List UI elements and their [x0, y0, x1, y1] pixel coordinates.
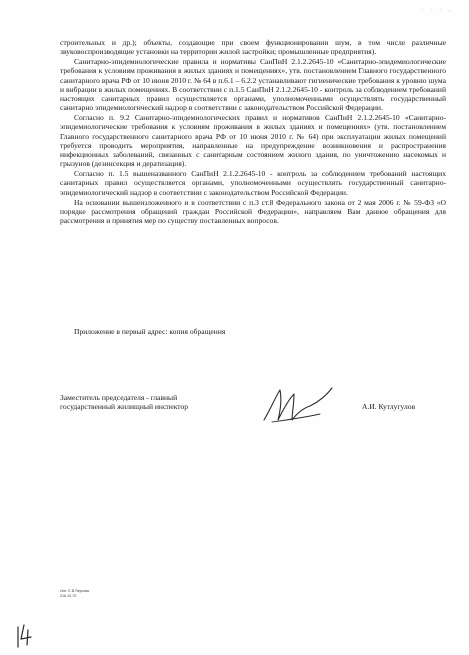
handwritten-page-mark	[14, 621, 36, 649]
signer-name: А.И. Кутлугулов	[362, 402, 416, 411]
signer-title	[60, 393, 188, 411]
signer-title-line-2: государственный жилищный инспектор	[60, 402, 189, 412]
paragraph-sanpin-control: Согласно п. 1.5 вышеназванного СанПиН 2.1.2.2645-10 - контроль за соблюдением требований настоящих санитарных правил осуществляется органами, уполномоченными осуществлять государственный санитарно-эпидемиологический надзор в соответствии с законодательством Российской Федерации.	[60, 169, 446, 197]
executor-phone: 218-10-70	[60, 593, 77, 598]
executor-note	[60, 589, 89, 598]
appendix-note: Приложение в первый адрес: копия обращения	[74, 327, 226, 336]
letter-body	[60, 38, 446, 225]
executor-name: Исп. Е.В.Якупова	[60, 589, 89, 593]
paragraph-continuation: строительных и др.); объекты, создающие при своем функционировании шум, в том числе различные звуковоспроизводящие установки на территории жилой застройки; промышленные предприятия).	[60, 38, 446, 57]
paragraph-forwarding: На основании вышеизложенного и в соответствии с п.3 ст.8 Федерального закона от 2 мая 2006 г. № 59-ФЗ «О порядке рассмотрения обращений граждан Российской Федерации», направляем Вам данное обращения для рассмотрения и принятия мер по существу поставленных вопросов.	[60, 197, 446, 225]
corner-marks: · · · ,	[422, 7, 454, 13]
handwritten-signature	[258, 380, 338, 432]
paragraph-sanpin-disinfection: Согласно п. 9.2 Санитарно-эпидемиологических правил и нормативов СанПиН 2.1.2.2645-10 «Санитарно-эпидемиологические требования к условиям проживания в жилых зданиях и помещениях» (утв. постановлением Главного государственного санитарного врача РФ от 10 июня 2010 г. № 64) при эксплуатации жилых помещений требуется проводить мероприятия, направленные на предупреждение возникновения и распространения инфекционных заболеваний, связанных с санитарным состоянием жилого здания, по уничтожению насекомых и грызунов (дезинсекция и дератизация).	[60, 113, 446, 169]
paragraph-sanpin-noise: Санитарно-эпидемиологические правила и нормативы СанПиН 2.1.2.2645-10 «Санитарно-эпидемиологические требования к условиям проживания в жилых зданиях и помещениях», утв. постановлением Главного государственного санитарного врача РФ от 10 июня 2010 г. № 64 в п.6.1 – 6.2.2 устанавливают гигиенические требования к уровню шума и вибрации в жилых помещениях. В соответствии с п.1.5 СанПиН 2.1.2.2645-10 - контроль за соблюдением требований настоящих санитарных правил осуществляется органами, уполномоченными осуществлять государственный санитарно эпидемиологический надзор в соответствии с законодательством Российской Федерации.	[60, 57, 446, 113]
signer-title-line-1: Заместитель председателя - главный	[60, 393, 178, 402]
